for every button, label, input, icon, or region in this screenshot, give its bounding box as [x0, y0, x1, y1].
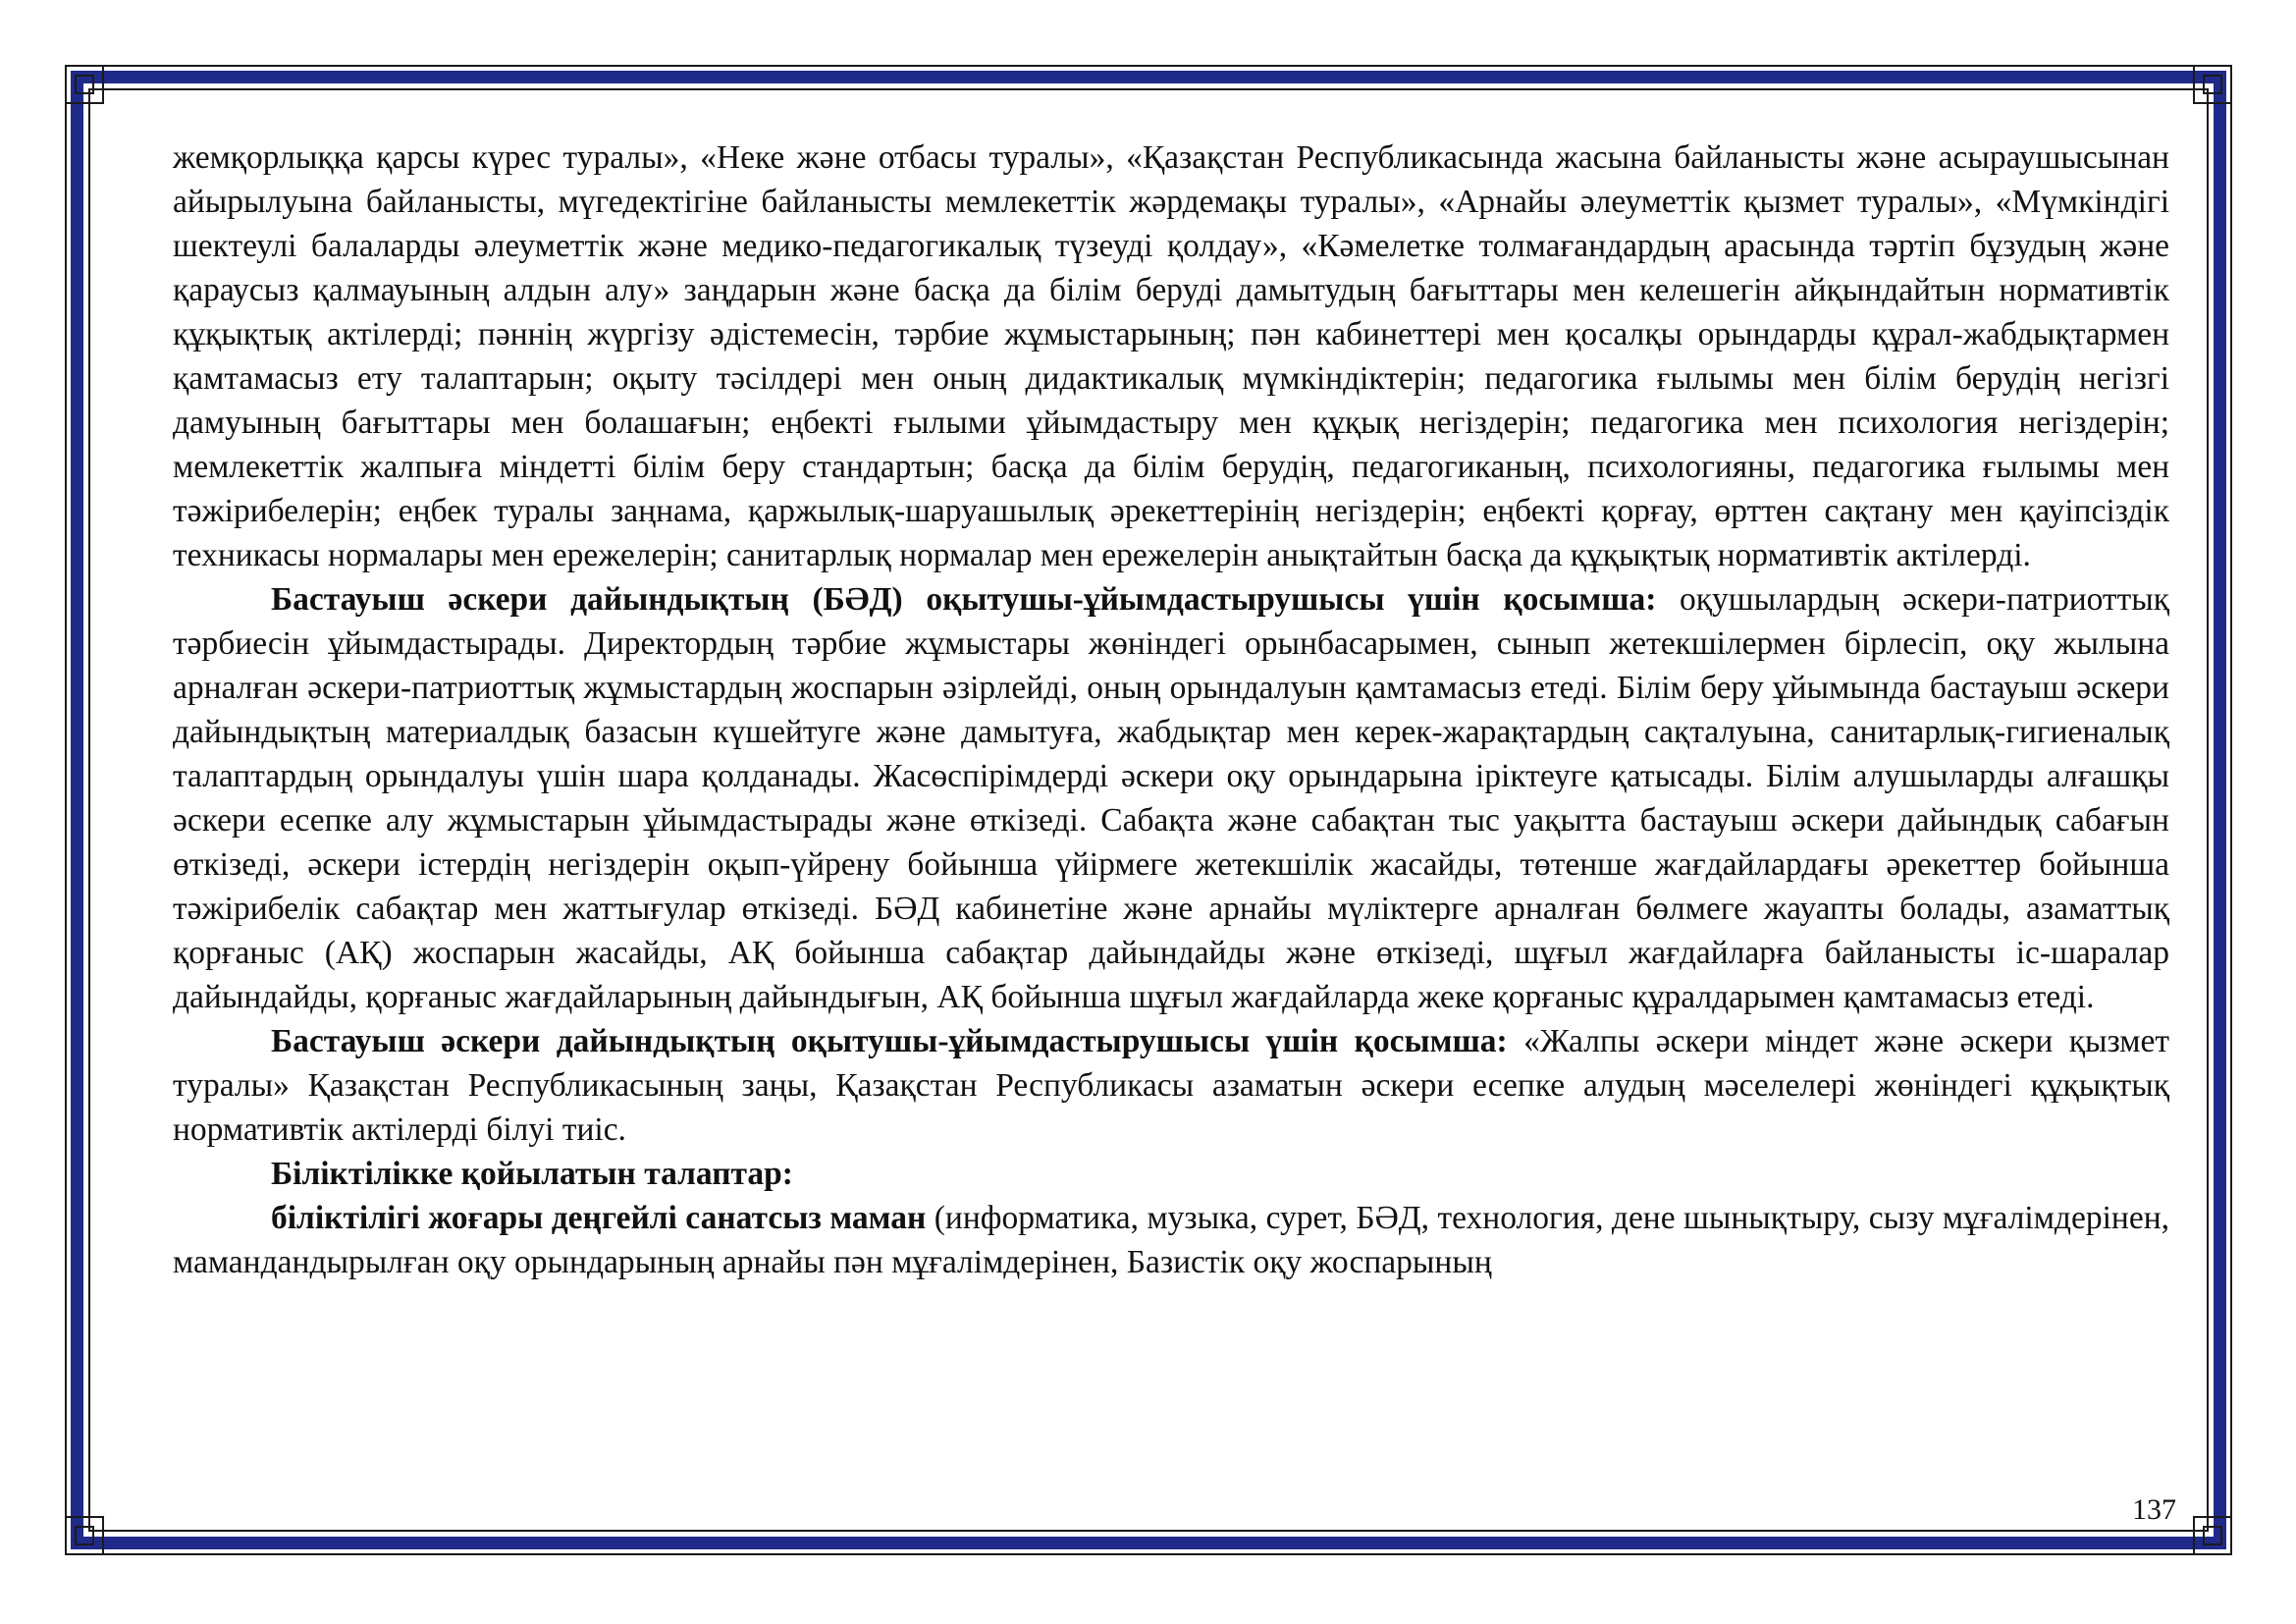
- frame-corner-ornament: [65, 65, 104, 104]
- paragraph: [173, 577, 2169, 1019]
- paragraph: жемқорлыққа қарсы күрес туралы», «Неке және отбасы туралы», «Қазақстан Республикасында жасына байланысты және асыраушысынан айырылуына байланысты, мүгедектігіне байланысты мемлекеттік жәрдемақы туралы», «Арнайы әлеуметтік қызмет туралы», «Мүмкіндігі шектеулі балаларды әлеуметтік және медико-педагогикалық түзеуді қолдау», «Кәмелетке толмағандардың арасында тәртіп бұзудың және қараусыз қалмауының алдын алу» заңдарын және басқа да білім беруді дамытудың бағыттары мен келешегін айқындайтын нормативтік құқықтық актілерді; пәннің жүргізу әдістемесін, тәрбие жұмыстарының; пән кабинеттері мен қосалқы орындарды құрал-жабдықтармен қамтамасыз ету талаптарын; оқыту тәсілдері мен оның дидактикалық мүмкіндіктерін; педагогика ғылымы мен білім берудің негізгі дамуының бағыттары мен болашағын; еңбекті ғылыми ұйымдастыру мен құқық негіздерін; педагогика мен психология негіздерін; мемлекеттік жалпыға міндетті білім беру стандартын; басқа да білім берудің, педагогиканың, психологияны, педагогика ғылымы мен тәжірибелерін; еңбек туралы заңнама, қаржылық-шаруашылық әрекеттерінің негіздерін; еңбекті қорғау, өрттен сақтану мен қауіпсіздік техникасы нормалары мен ережелерін; санитарлық нормалар мен ережелерін анықтайтын басқа да құқықтық нормативтік актілерді.: [173, 139, 2169, 573]
- paragraph-text: (информатика, музыка, сурет, БӘД, технология, дене шынықтыру, сызу мұғалімдерінен, мамандандырылған оқу орындарының арнайы пән мұғалімдерінен, Базистік оқу жоспарының: [173, 1200, 2169, 1280]
- paragraph-text: оқушылардың әскери-патриоттық тәрбиесін ұйымдастырады. Директордың тәрбие жұмыстары жөніндегі орынбасарымен, сынып жетекшілермен бірлесіп, оқу жылына арналған әскери-патриоттық жұмыстардың жоспарын әзірлейді, оның орындалуын қамтамасыз етеді. Білім беру ұйымында бастауыш әскери дайындықтың материалдық базасын күшейтуге және дамытуға, жабдықтар мен керек-жарақтардың сақталуына, санитарлық-гигиеналық талаптардың орындалуы үшін шара қолданады. Жасөспірімдерді әскери оқу орындарына іріктеуге қатысады. Білім алушыларды алғашқы әскери есепке алу жұмыстарын ұйымдастырады және өткізеді. Сабақта және сабақтан тыс уақытта бастауыш әскери дайындық сабағын өткізеді, әскери істердің негіздерін оқып-үйрену бойынша үйірмеге жетекшілік жасайды, төтенше жағдайлардағы әрекеттер бойынша тәжірибелік сабақтар мен жаттығулар өткізеді. БӘД кабинетіне және арнайы мүліктерге арналған бөлмеге жауапты болады, азаматтық қорғаныс (АҚ) жоспарын жасайды, АҚ бойынша сабақтар дайындайды және өткізеді, шұғыл жағдайларға байланысты іс-шаралар дайындайды, қорғаныс жағдайларының дайындығын, АҚ бойынша шұғыл жағдайларда жеке қорғаныс құралдарымен қамтамасыз етеді.: [173, 581, 2169, 1015]
- paragraph-lead: біліктілігі жоғары деңгейлі санатсыз маман: [271, 1200, 927, 1236]
- paragraph: [173, 1196, 2169, 1284]
- frame-corner-ornament: [2193, 65, 2232, 104]
- paragraph-lead: Бастауыш әскери дайындықтың (БӘД) оқытушы-ұйымдастырушысы үшін қосымша:: [271, 581, 1657, 618]
- frame-corner-ornament: [65, 1516, 104, 1555]
- page-number: 137: [2132, 1493, 2176, 1526]
- section-heading: [173, 1152, 2169, 1196]
- paragraph-lead: Бастауыш әскери дайындықтың оқытушы-ұйымдастырушысы үшін қосымша:: [271, 1023, 1508, 1059]
- section-heading-text: Біліктілікке қойылатын талаптар:: [271, 1156, 793, 1192]
- frame-corner-ornament: [2193, 1516, 2232, 1555]
- paragraph: [173, 1019, 2169, 1152]
- paragraph-text: «Жалпы әскери міндет және әскери қызмет туралы» Қазақстан Республикасының заңы, Қазақстан Республикасы азаматын әскери есепке алудың мәселелері жөніндегі құқықтық нормативтік актілерді білуі тиіс.: [173, 1023, 2170, 1148]
- document-body: [173, 135, 2169, 1483]
